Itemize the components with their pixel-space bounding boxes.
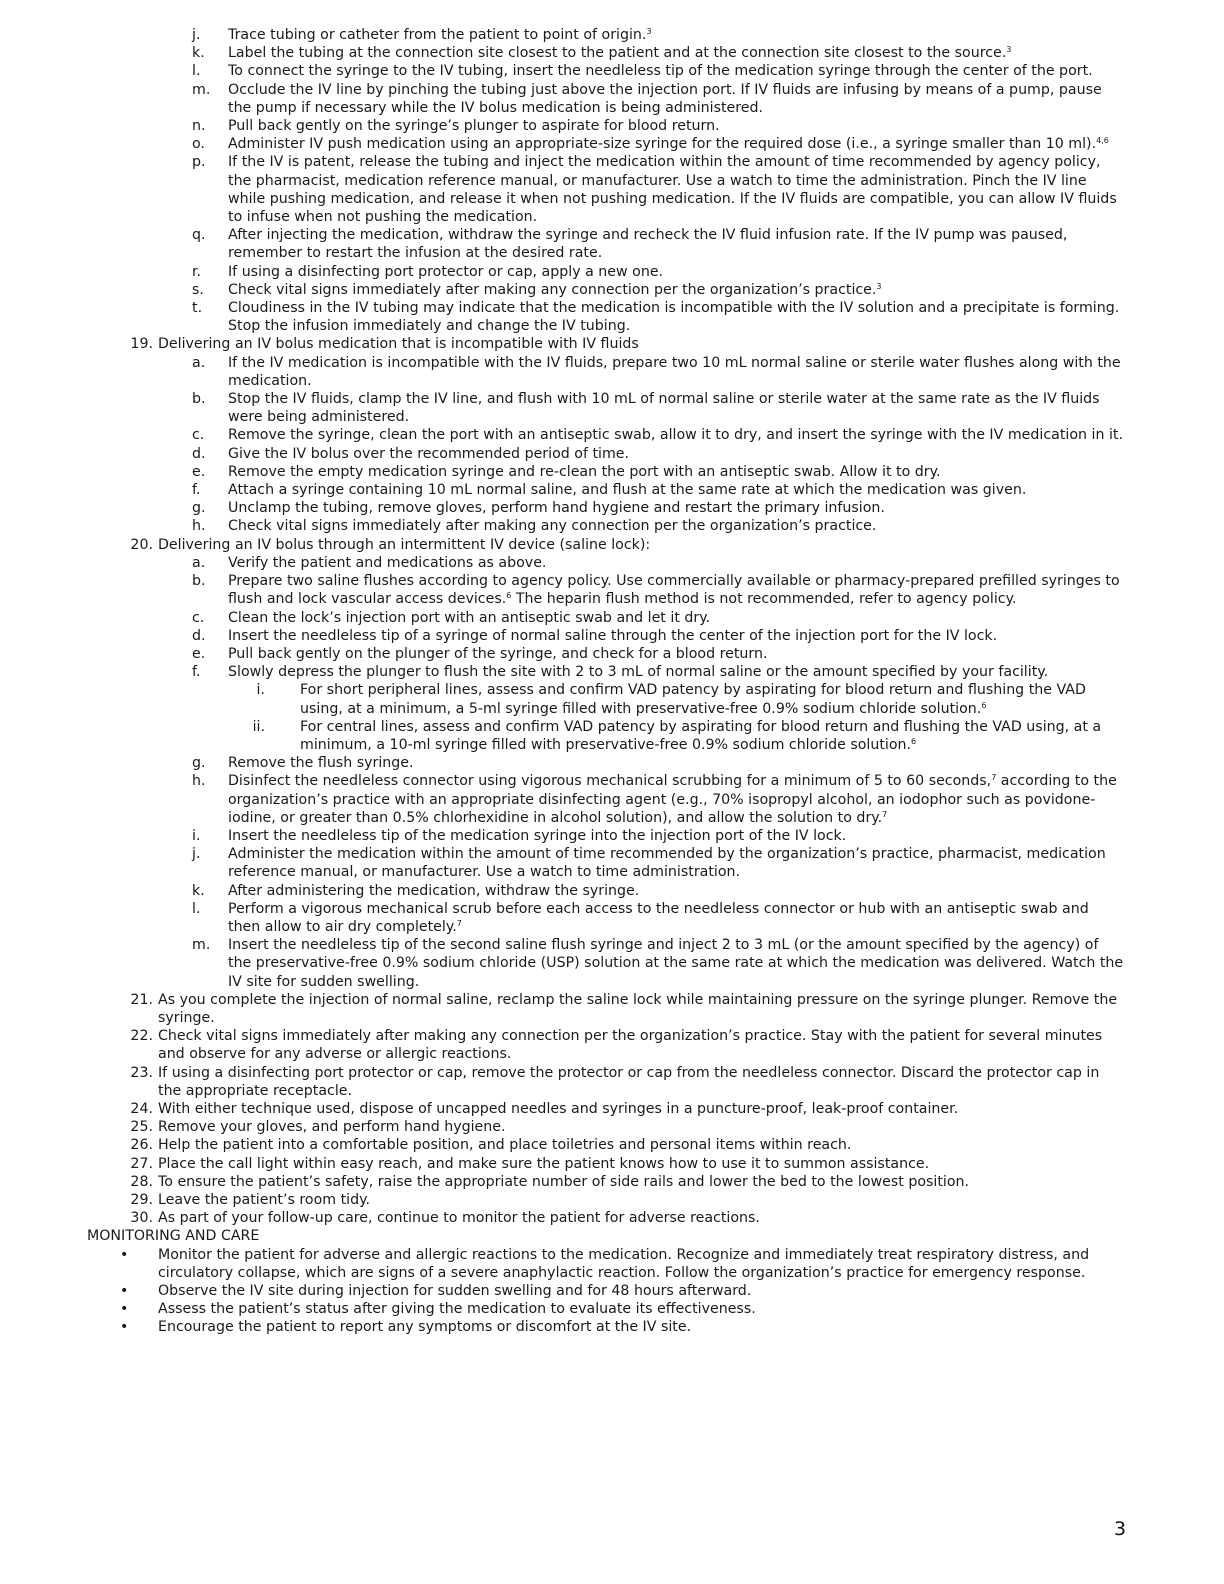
reference-superscript: 6: [981, 700, 987, 710]
list-item: b. Prepare two saline flushes according to agency policy. Use commercially available or pharmacy-prepared prefilled syringes to flush and lock vascular access devices.$^6$ The heparin flush method is not recommended, refer to agency policy.: [192, 573, 1120, 608]
list-item: 28. To ensure the patient’s safety, raise the appropriate number of side rails and lower the bed to the lowest position.: [130, 1173, 970, 1190]
previous-substeps: [0, 26, 1224, 335]
bullet-icon: •: [120, 1301, 129, 1318]
list-item: • Monitor the patient for adverse and allergic reactions to the medication. Recognize and immediately treat respiratory distress, and circulatory collapse, which are signs of a severe anaphylactic reaction. Follow the organization’s practice for emergency response.: [0, 1246, 1224, 1282]
list-item: l. To connect the syringe to the IV tubing, insert the needleless tip of the medication syringe through the center of the port.: [192, 63, 1093, 80]
step-19-substeps: [0, 354, 1224, 536]
bullet-icon: •: [120, 1246, 129, 1263]
list-item: g. Unclamp the tubing, remove gloves, perform hand hygiene and restart the primary infusion.: [192, 500, 885, 517]
list-item: a. If the IV medication is incompatible with the IV fluids, prepare two 10 mL normal saline or sterile water flushes along with the medication.: [192, 354, 1121, 389]
reference-superscript: 7: [991, 773, 997, 783]
list-item: r. If using a disinfecting port protector or cap, apply a new one.: [192, 263, 664, 280]
list-item: m. Insert the needleless tip of the second saline flush syringe and inject 2 to 3 mL (or the amount specified by the agency) of the preservative-free 0.9% sodium chloride (USP) solution at the same rate at which the medication was delivered. Watch the IV site for sudden swelling.: [192, 937, 1124, 990]
list-item: 21. As you complete the injection of normal saline, reclamp the saline lock while maintaining pressure on the syringe plunger. Remove the syringe.: [130, 991, 1118, 1026]
list-item: q. After injecting the medication, withdraw the syringe and recheck the IV fluid infusion rate. If the IV pump was paused, remember to restart the infusion at the desired rate.: [192, 227, 1068, 262]
list-item: ii. For central lines, assess and confirm VAD patency by aspirating for blood return and flushing the VAD using, at a minimum, a 10-ml syringe filled with preservative-free 0.9% sodium chloride solution.$^6$: [252, 718, 1102, 753]
list-item: k. After administering the medication, withdraw the syringe.: [192, 882, 640, 899]
list-item: 26. Help the patient into a comfortable position, and place toiletries and personal items within reach.: [130, 1137, 852, 1154]
list-item: 23. If using a disinfecting port protector or cap, remove the protector or cap from the needleless connector. Discard the protector cap in the appropriate receptacle.: [130, 1064, 1100, 1099]
list-item: f. Attach a syringe containing 10 mL normal saline, and flush at the same rate at which the medication was given.: [192, 482, 1027, 499]
reference-superscript: 4,6: [1096, 136, 1109, 146]
list-item: h. Check vital signs immediately after making any connection per the organization’s practice.: [192, 518, 877, 535]
reference-superscript: 7: [882, 809, 888, 819]
list-item: c. Remove the syringe, clean the port with an antiseptic swab, allow it to dry, and insert the syringe with the IV medication in it.: [192, 427, 1123, 444]
list-item: i. Insert the needleless tip of the medication syringe into the injection port of the IV lock.: [192, 827, 847, 844]
step-20: 20. Delivering an IV bolus through an intermittent IV device (saline lock):: [130, 536, 651, 553]
list-item: l. Perform a vigorous mechanical scrub before each access to the needleless connector or hub with an antiseptic swab and then allow to air dry completely.$^7$: [192, 900, 1089, 935]
reference-superscript: 6: [911, 736, 917, 746]
list-item: c. Clean the lock’s injection port with an antiseptic swab and let it dry.: [192, 609, 711, 626]
section-heading: MONITORING AND CARE: [87, 1228, 260, 1245]
list-item: m. Occlude the IV line by pinching the tubing just above the injection port. If IV fluids are infusing by means of a pump, pause the pump if necessary while the IV bolus medication is being administered.: [192, 81, 1102, 116]
list-item: f. Slowly depress the plunger to flush the site with 2 to 3 mL of normal saline or the amount specified by your facility.: [192, 664, 1049, 681]
list-item: d. Give the IV bolus over the recommended period of time.: [192, 445, 630, 462]
list-item: j. Administer the medication within the amount of time recommended by the organization’s practice, pharmacist, medication reference manual, or manufacturer. Use a watch to time administration.: [192, 846, 1106, 881]
list-item: 27. Place the call light within easy reach, and make sure the patient knows how to use it to summon assistance.: [130, 1155, 930, 1172]
list-item: h. Disinfect the needleless connector using vigorous mechanical scrubbing for a minimum of 5 to 60 seconds,$^7$ according to the organization’s practice with an appropriate disinfecting agent (e.g., 70% isopropyl alcohol, an iodophor such as povidone-iodine, or greater than 0.5% chlorhexidine in alcohol solution), and allow the solution to dry.$^7$: [192, 773, 1117, 826]
bullet-icon: •: [120, 1283, 129, 1300]
list-item: a. Verify the patient and medications as above.: [192, 554, 547, 571]
list-item: • Observe the IV site during injection for sudden swelling and for 48 hours afterward.: [0, 1282, 1224, 1300]
list-item: e. Pull back gently on the plunger of the syringe, and check for a blood return.: [192, 645, 768, 662]
step-19: 19. Delivering an IV bolus medication that is incompatible with IV fluids: [130, 336, 639, 353]
list-item: • Encourage the patient to report any symptoms or discomfort at the IV site.: [0, 1318, 1224, 1336]
monitoring-list: [0, 1246, 1224, 1337]
reference-superscript: 3: [1006, 45, 1012, 55]
list-item: p. If the IV is patent, release the tubing and inject the medication within the amount of time recommended by agency policy, the pharmacist, medication reference manual, or manufacturer. Use a watch to time the administration. Pinch the IV line while pushing medication, and release it when not pushing medication. If the IV fluids are compatible, you can allow IV fluids to infuse when not pushing the medication.: [192, 154, 1117, 226]
list-item: b. Stop the IV fluids, clamp the IV line, and flush with 10 mL of normal saline or sterile water at the same rate as the IV fluids were being administered.: [192, 391, 1100, 426]
step-20-substeps: [0, 554, 1224, 991]
reference-superscript: 3: [876, 281, 882, 291]
list-item: • Assess the patient’s status after giving the medication to evaluate its effectiveness.: [0, 1300, 1224, 1318]
list-item: i. For short peripheral lines, assess and confirm VAD patency by aspirating for blood return and flushing the VAD using, at a minimum, a 5-ml syringe filled with preservative-free 0.9% sodium chloride solution.$^6$: [256, 682, 1086, 717]
document-page: [0, 26, 1224, 1337]
list-item: j. Trace tubing or catheter from the patient to point of origin.$^3$: [192, 27, 652, 43]
page-number: 3: [1114, 1518, 1127, 1540]
remaining-steps: [0, 991, 1224, 1228]
reference-superscript: 6: [506, 591, 512, 601]
reference-superscript: 3: [646, 27, 652, 36]
list-item: 30. As part of your follow-up care, continue to monitor the patient for adverse reactions.: [130, 1210, 760, 1227]
reference-superscript: 7: [456, 918, 462, 928]
list-item: k. Label the tubing at the connection site closest to the patient and at the connection site closest to the source.$^3$: [192, 45, 1012, 62]
list-item: t. Cloudiness in the IV tubing may indicate that the medication is incompatible with the IV solution and a precipitate is forming. Stop the infusion immediately and change the IV tubing.: [192, 300, 1120, 335]
list-item: n. Pull back gently on the syringe’s plunger to aspirate for blood return.: [192, 118, 720, 135]
list-item: e. Remove the empty medication syringe and re-clean the port with an antiseptic swab. Allow it to dry.: [192, 463, 941, 480]
list-item: 24. With either technique used, dispose of uncapped needles and syringes in a puncture-proof, leak-proof container.: [130, 1100, 959, 1117]
list-item: d. Insert the needleless tip of a syringe of normal saline through the center of the injection port for the IV lock.: [192, 627, 998, 644]
list-item: 29. Leave the patient’s room tidy.: [130, 1192, 371, 1208]
list-item: g. Remove the flush syringe.: [192, 755, 414, 772]
list-item: s. Check vital signs immediately after making any connection per the organization’s practice.$^3$: [192, 281, 882, 298]
list-item: 25. Remove your gloves, and perform hand hygiene.: [130, 1119, 506, 1136]
bullet-icon: •: [120, 1319, 129, 1336]
list-item: o. Administer IV push medication using an appropriate-size syringe for the required dose (i.e., a syringe smaller than 10 ml).$^{4,6}$: [192, 136, 1109, 153]
list-item: 22. Check vital signs immediately after making any connection per the organization’s practice. Stay with the patient for several minutes and observe for any adverse or allergic reactions.: [130, 1028, 1103, 1063]
